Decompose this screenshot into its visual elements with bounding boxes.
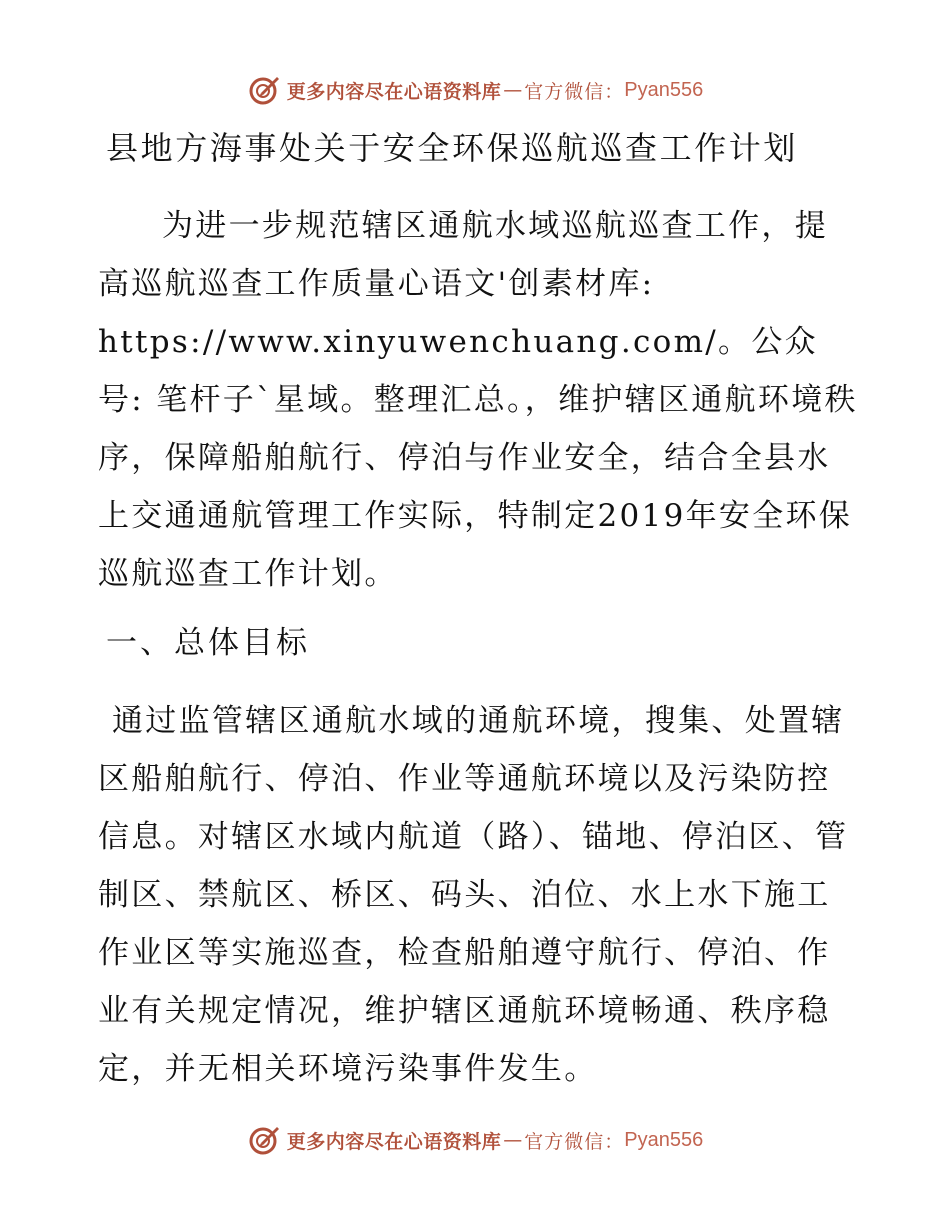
intro-paragraph: 为进一步规范辖区通航水域巡航巡查工作，提高巡航巡查工作质量心语文'创素材库: https://www.xinyuwenchuang.com/。公众号: 笔杆子`星域。整理汇总。，维护辖区通航环境秩序，保障船舶航行、停泊与作业安全，结合全县水上交通通航管理工作实际，特制定2019年安全环保巡航巡查工作计划。 xyxy=(98,208,858,592)
pen-logo-icon xyxy=(247,1123,281,1157)
watermark-separator: — xyxy=(503,79,523,101)
watermark-contact: 官方微信： xyxy=(524,1130,625,1153)
document-title: 县地方海事处关于安全环保巡航巡查工作计划 xyxy=(106,129,799,167)
watermark-banner-top xyxy=(0,70,950,110)
watermark-brand: 更多内容尽在心语资料库 xyxy=(286,1130,502,1153)
watermark-contact: 官方微信： xyxy=(524,80,625,103)
watermark-wechat-id: Pyan556 xyxy=(624,1128,704,1151)
watermark-banner-bottom xyxy=(0,1120,950,1160)
section-heading-overall-goal: 一、总体目标 xyxy=(106,625,310,661)
watermark-brand: 更多内容尽在心语资料库 xyxy=(286,80,502,103)
pen-logo-icon xyxy=(247,73,281,107)
overall-goal-paragraph: 通过监管辖区通航水域的通航环境，搜集、处置辖区船舶航行、停泊、作业等通航环境以及污染防控信息。对辖区水域内航道（路）、锚地、停泊区、管制区、禁航区、桥区、码头、泊位、水上水下施工作业区等实施巡查，检查船舶遵守航行、停泊、作业有关规定情况，维护辖区通航环境畅通、秩序稳定，并无相关环境污染事件发生。 xyxy=(98,703,849,1087)
watermark-separator: — xyxy=(503,1129,523,1151)
watermark-wechat-id: Pyan556 xyxy=(624,78,704,101)
